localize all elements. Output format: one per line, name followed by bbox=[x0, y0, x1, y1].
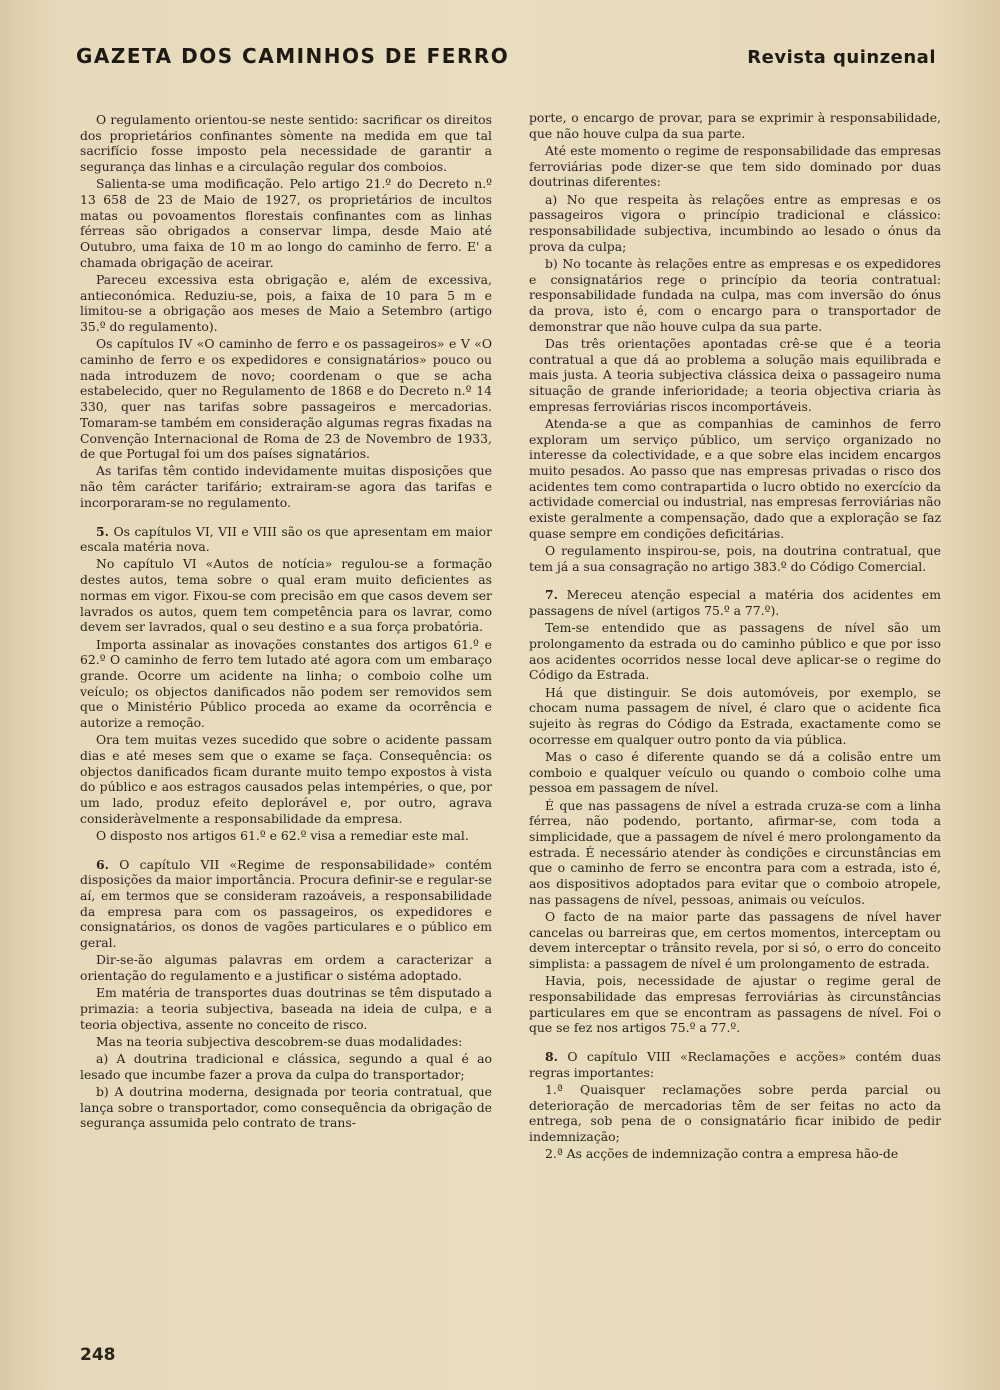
paragraph-text: O regulamento inspirou-se, pois, na doutrina contratual, que tem já a sua consagração no artigo 383.º do Código Comercial. bbox=[529, 542, 941, 574]
paragraph-text: Até este momento o regime de responsabilidade das empresas ferroviárias pode dizer-se que tem sido dominado por duas doutrinas diferentes: bbox=[529, 142, 941, 190]
paragraph bbox=[80, 732, 492, 826]
paragraph bbox=[80, 985, 492, 1032]
paragraph-text: b) A doutrina moderna, designada por teoria contratual, que lança sobre o transportador, como consequência da obrigação de segurança assumida pelo contrato de trans- bbox=[80, 1083, 492, 1131]
paragraph-text: Mas o caso é diferente quando se dá a colisão entre um comboio e qualquer veículo ou quando o comboio colhe uma pessoa em passagem de nível. bbox=[529, 748, 941, 796]
paragraph bbox=[80, 336, 492, 462]
paragraph bbox=[529, 909, 941, 972]
paragraph-text: O capítulo VIII «Reclamações e acções» contém duas regras importantes: bbox=[529, 1049, 941, 1080]
paragraph bbox=[529, 973, 941, 1036]
paragraph bbox=[529, 336, 941, 415]
paragraph-text: a) No que respeita às relações entre as empresas e os passageiros vigora o princípio tradicional e clássico: responsabilidade subjectiva, incumbindo ao lesado o ónus da prova da culpa; bbox=[529, 191, 941, 254]
journal-subtitle: Revista quinzenal bbox=[747, 47, 936, 68]
paragraph-text: No capítulo VI «Autos de notícia» regulou-se a formação destes autos, tema sobre o qual eram muito deficientes as normas em vigor. Fixou-se com precisão em que casos devem ser lavrados os autos, quem tem competência para os lavrar, como devem ser lavrados, qual o seu destino e a sua força probatória. bbox=[80, 556, 492, 635]
left-column bbox=[80, 112, 492, 1133]
paragraph bbox=[80, 637, 492, 731]
paragraph bbox=[80, 176, 492, 270]
paragraph-text: Atenda-se a que as companhias de caminhos de ferro exploram um serviço público, um serviço organizado no interesse da colectividade, e a que sobre elas incidem encargos muito pesados. Ao passo que nas empresas privadas o risco dos acidentes tem como contrapartida o lucro obtido no exercício da actividade comercial ou industrial, nas empresas ferroviárias não existe geralmente a compensação, dado que a exploração se faz quase sempre em condições deficitárias. bbox=[529, 415, 941, 541]
paragraph-text: Há que distinguir. Se dois automóveis, por exemplo, se chocam numa passagem de nível, é claro que o acidente fica sujeito às regras do Código da Estrada, exactamente como se ocorresse em qualquer outro ponto da via pública. bbox=[529, 684, 941, 747]
paragraph bbox=[80, 1034, 492, 1050]
paragraph-text: Salienta-se uma modificação. Pelo artigo 21.º do Decreto n.º 13 658 de 23 de Maio de 1927, os proprietários de incultos matas ou povoamentos florestais confinantes com as linhas férreas são obrigados a conservar limpa, desde Maio até Outubro, uma faixa de 10 m ao longo do caminho de ferro. E' a chamada obrigação de aceirar. bbox=[80, 176, 492, 270]
paragraph bbox=[529, 143, 941, 190]
paragraph bbox=[529, 685, 941, 748]
page-header bbox=[76, 44, 936, 78]
paragraph bbox=[529, 416, 941, 542]
paragraph bbox=[80, 112, 492, 175]
paragraph-text: Os capítulos IV «O caminho de ferro e os passageiros» e V «O caminho de ferro e os expedidores e consignatários» pouco ou nada introduzem de novo; coordenam o que se acha estabelecido, quer no Regulamento de 1868 e do Decreto n.º 14 330, quer nas tarifas sobre passageiros e mercadorias. Tomaram-se também em consideração algumas regras fixadas na Convenção Internacional de Roma de 23 de Novembro de 1933, de que Portugal foi um dos países signatários. bbox=[80, 336, 492, 462]
paragraph-text: O facto de na maior parte das passagens de nível haver cancelas ou barreiras que, em certos momentos, interceptam ou devem interceptar o trânsito revela, por si só, o erro do conceito simplista: a passagem de nível é um prolongamento de estrada. bbox=[529, 908, 941, 972]
paragraph-text: Ora tem muitas vezes sucedido que sobre o acidente passam dias e até meses sem que o exame se faça. Consequência: os objectos danificados ficam durante muito tempo expostos à vista do público e aos estragos causados pelas intempéries, o que, por um lado, produz efeito deplorável e, por outro, agrava consideràvelmente a responsabilidade da empresa. bbox=[80, 732, 492, 826]
paragraph bbox=[80, 1051, 492, 1082]
section-number: 8. bbox=[545, 1049, 558, 1065]
paragraph-text: Mas na teoria subjectiva descobrem-se duas modalidades: bbox=[96, 1033, 463, 1049]
paragraph-text: Em matéria de transportes duas doutrinas se têm disputado a primazia: a teoria subjectiva, baseada na ideia de culpa, e a teoria objectiva, assente no conceito de risco. bbox=[80, 985, 492, 1032]
paragraph bbox=[80, 828, 492, 844]
paragraph bbox=[529, 798, 941, 908]
paragraph bbox=[80, 857, 492, 951]
paragraph bbox=[529, 543, 941, 574]
paragraph bbox=[529, 192, 941, 255]
paragraph-text: É que nas passagens de nível a estrada cruza-se com a linha férrea, não podendo, portanto, afirmar-se, com toda a simplicidade, que a passagem de nível é mero prolongamento da estrada. É necessário atender às condições e circunstâncias em que o caminho de ferro se encontra para com a estrada, isto é, aos dispositivos adoptados para evitar que o comboio atropele, nas passagens de nível, pessoas, animais ou veículos. bbox=[529, 797, 941, 907]
paragraph bbox=[529, 256, 941, 335]
paragraph-text: Pareceu excessiva esta obrigação e, além de excessiva, antieconómica. Reduziu-se, pois, a faixa de 10 para 5 m e limitou-se a obrigação aos meses de Maio a Setembro (artigo 35.º do regulamento). bbox=[80, 272, 492, 335]
paragraph-text: O capítulo VII «Regime de responsabilidade» contém disposições da maior importância. Procura definir-se e regular-se aí, em termos que se consideram razoáveis, a responsabilidade da empresa para com os passageiros, os expedidores e consignatários, os donos de vagões particulares e o público em geral. bbox=[80, 856, 492, 951]
paragraph bbox=[529, 620, 941, 683]
paragraph bbox=[529, 1146, 941, 1162]
paragraph-text: As tarifas têm contido indevidamente muitas disposições que não têm carácter tarifário; extrairam-se agora das tarifas e incorporaram-se no regulamento. bbox=[80, 463, 492, 510]
paragraph bbox=[80, 463, 492, 510]
paragraph-text: porte, o encargo de provar, para se exprimir à responsabilidade, que não houve culpa da sua parte. bbox=[529, 110, 941, 141]
section-number: 7. bbox=[545, 587, 558, 603]
paragraph-text: O regulamento orientou-se neste sentido: sacrificar os direitos dos proprietários confinantes sòmente na medida em que tal sacrifício fosse imposto pela necessidade de garantir a segurança das linhas e a circulação regular dos comboios. bbox=[80, 112, 492, 175]
page-number: 248 bbox=[80, 1345, 116, 1365]
paragraph-text: Mereceu atenção especial a matéria dos acidentes em passagens de nível (artigos 75.º a 77.º). bbox=[529, 587, 941, 619]
paragraph-text: Tem-se entendido que as passagens de nível são um prolongamento da estrada ou do caminho público e que por isso aos acidentes ocorridos nesse local deve aplicar-se o regime do Código da Estrada. bbox=[529, 620, 941, 683]
paragraph bbox=[529, 587, 941, 618]
paragraph bbox=[529, 749, 941, 796]
paragraph bbox=[80, 272, 492, 335]
paragraph-text: b) No tocante às relações entre as empresas e os expedidores e consignatários rege o princípio da teoria contratual: responsabilidade fundada na culpa, mas com inversão do ónus da prova, isto é, com o encargo para o transportador de demonstrar que não houve culpa da sua parte. bbox=[529, 255, 941, 334]
paragraph-text: Das três orientações apontadas crê-se que é a teoria contratual a que dá ao problema a solução mais equilibrada e mais justa. A teoria subjectiva clássica deixa o passageiro numa situação de grande inferioridade; a teoria objectiva criaria às empresas ferroviárias riscos incomportáveis. bbox=[529, 335, 941, 414]
paragraph bbox=[80, 952, 492, 983]
section-number: 5. bbox=[96, 523, 109, 539]
paragraph bbox=[80, 1084, 492, 1131]
right-column bbox=[529, 110, 941, 1164]
paragraph-text: Dir-se-ão algumas palavras em ordem a caracterizar a orientação do regulamento e a justificar o sistéma adoptado. bbox=[80, 952, 492, 984]
paragraph-text: 1.ª Quaisquer reclamações sobre perda parcial ou deterioração de mercadorias têm de ser feitas no acto da entrega, sob pena de o consignatário ficar inibido de pedir indemnização; bbox=[529, 1081, 941, 1145]
journal-title: GAZETA DOS CAMINHOS DE FERRO bbox=[76, 44, 510, 68]
paragraph bbox=[529, 1082, 941, 1145]
paragraph bbox=[80, 556, 492, 635]
paragraph-text: Importa assinalar as inovações constantes dos artigos 61.º e 62.º O caminho de ferro tem lutado até agora com um embaraço grande. Ocorre um acidente na linha; o comboio colhe um veículo; os objectos danificados não podem ser removidos sem que o Ministério Público proceda ao exame da ocorrência e autorize a remoção. bbox=[80, 636, 492, 731]
paragraph-text: 2.ª As acções de indemnização contra a empresa hão-de bbox=[545, 1146, 899, 1162]
paragraph-text: Havia, pois, necessidade de ajustar o regime geral de responsabilidade das empresas ferroviárias às circunstâncias particulares em que se encontram as passagens de nível. Foi o que se fez nos artigos 75.º a 77.º. bbox=[529, 973, 941, 1036]
paragraph bbox=[80, 524, 492, 555]
paragraph-text: a) A doutrina tradicional e clássica, segundo a qual é ao lesado que incumbe fazer a prova da culpa do transportador; bbox=[80, 1051, 492, 1082]
paragraph-text: O disposto nos artigos 61.º e 62.º visa a remediar este mal. bbox=[96, 827, 469, 843]
paragraph bbox=[529, 110, 941, 141]
section-number: 6. bbox=[96, 856, 109, 872]
paragraph bbox=[529, 1049, 941, 1080]
paragraph-text: Os capítulos VI, VII e VIII são os que apresentam em maior escala matéria nova. bbox=[80, 523, 492, 555]
